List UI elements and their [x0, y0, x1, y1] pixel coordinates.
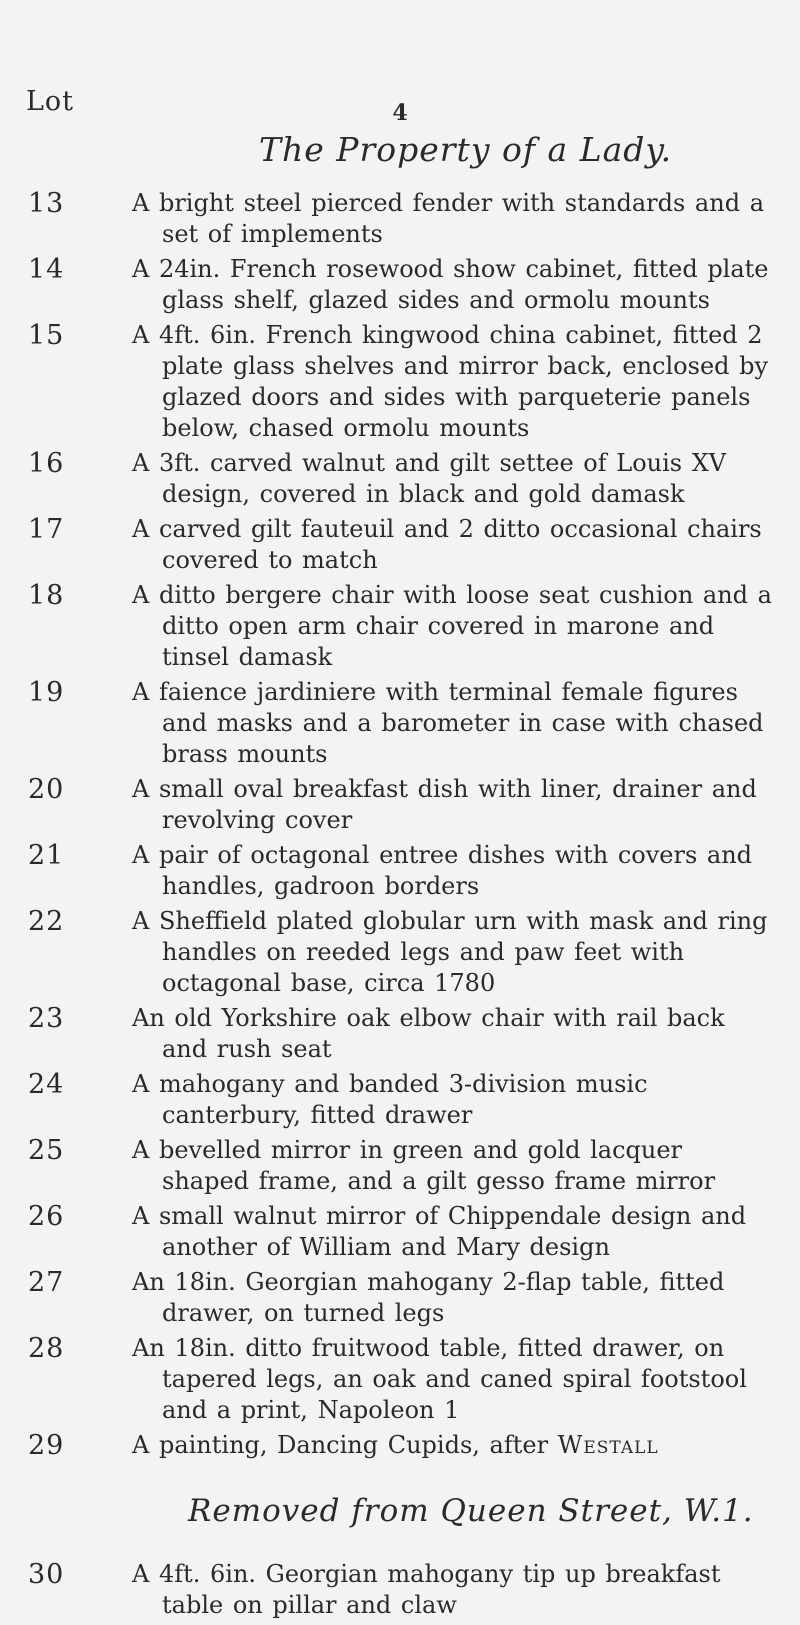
lot-number: 22 [28, 906, 65, 937]
lot-item [0, 677, 800, 770]
lot-number: 17 [28, 514, 65, 545]
lot-description: A 24in. French rosewood show cabinet, fitted plate glass shelf, glazed sides and ormolu mounts [132, 255, 769, 314]
lot-item [0, 906, 800, 999]
lot-item [0, 1135, 800, 1197]
page-title: The Property of a Lady. [259, 130, 673, 169]
lot-number: 28 [28, 1333, 65, 1364]
lot-description: A faience jardiniere with terminal female figures and masks and a barometer in case with chased brass mounts [132, 678, 764, 768]
lot-number: 21 [28, 840, 65, 871]
lot-number: 26 [28, 1201, 65, 1232]
lot-item [0, 514, 800, 576]
lot-description: A mahogany and banded 3-division music canterbury, fitted drawer [132, 1070, 648, 1129]
artist-name: Westall [557, 1431, 659, 1459]
lot-column-label: Lot [26, 86, 75, 117]
lot-item [0, 1267, 800, 1329]
lot-description: A 4ft. 6in. French kingwood china cabinet, fitted 2 plate glass shelves and mirror back, enclosed by glazed doors and sides with parqueterie panels below, chased ormolu mounts [132, 321, 769, 442]
lot-number: 23 [28, 1003, 65, 1034]
lot-item [0, 840, 800, 902]
lot-description [132, 1430, 772, 1461]
lot-item [0, 774, 800, 836]
lot-description: A bright steel pierced fender with standards and a set of implements [132, 189, 764, 248]
lot-description: A pair of octagonal entree dishes with covers and handles, gadroon borders [132, 841, 753, 900]
lot-item [0, 320, 800, 444]
lot-item [0, 1559, 800, 1621]
lot-number: 13 [28, 188, 65, 219]
lot-description: A ditto bergere chair with loose seat cushion and a ditto open arm chair covered in marone and tinsel damask [132, 581, 772, 671]
lot-description: A carved gilt fauteuil and 2 ditto occasional chairs covered to match [132, 515, 762, 574]
lot-number: 14 [28, 254, 65, 285]
lot-number: 24 [28, 1069, 65, 1100]
lot-number: 16 [28, 448, 65, 479]
lot-description: An old Yorkshire oak elbow chair with rail back and rush seat [132, 1004, 725, 1063]
lot-item [0, 1201, 800, 1263]
lot-item [0, 1430, 800, 1461]
lot-description: A small oval breakfast dish with liner, drainer and revolving cover [132, 775, 757, 834]
lot-list [0, 188, 800, 1625]
lot-item [0, 580, 800, 673]
section-heading: Removed from Queen Street, W.1. [188, 1493, 754, 1529]
lot-description: An 18in. Georgian mahogany 2-flap table, fitted drawer, on turned legs [132, 1268, 725, 1327]
lot-number: 15 [28, 320, 65, 351]
page-number: 4 [392, 100, 408, 126]
lot-description: A bevelled mirror in green and gold lacquer shaped frame, and a gilt gesso frame mirror [132, 1136, 716, 1195]
lot-item [0, 448, 800, 510]
lot-item [0, 254, 800, 316]
lot-number: 25 [28, 1135, 65, 1166]
lot-number: 27 [28, 1267, 65, 1298]
lot-number: 30 [28, 1559, 65, 1590]
lot-number: 29 [28, 1430, 65, 1461]
lot-description: A 3ft. carved walnut and gilt settee of Louis XV design, covered in black and gold damask [132, 449, 727, 508]
lot-description: A small walnut mirror of Chippendale design and another of William and Mary design [132, 1202, 747, 1261]
lot-number: 19 [28, 677, 65, 708]
lot-description: A Sheffield plated globular urn with mask and ring handles on reeded legs and paw feet with octagonal base, circa 1780 [132, 907, 768, 997]
lot-description: An 18in. ditto fruitwood table, fitted drawer, on tapered legs, an oak and caned spiral footstool and a print, Napoleon 1 [132, 1334, 747, 1424]
lot-number: 20 [28, 774, 65, 805]
lot-description: A 4ft. 6in. Georgian mahogany tip up breakfast table on pillar and claw [132, 1560, 721, 1619]
lot-item [0, 1069, 800, 1131]
lot-item [0, 1003, 800, 1065]
lot-item [0, 188, 800, 250]
lot-description-text: A painting, Dancing Cupids, after [132, 1431, 558, 1459]
lot-item [0, 1333, 800, 1426]
lot-number: 18 [28, 580, 65, 611]
